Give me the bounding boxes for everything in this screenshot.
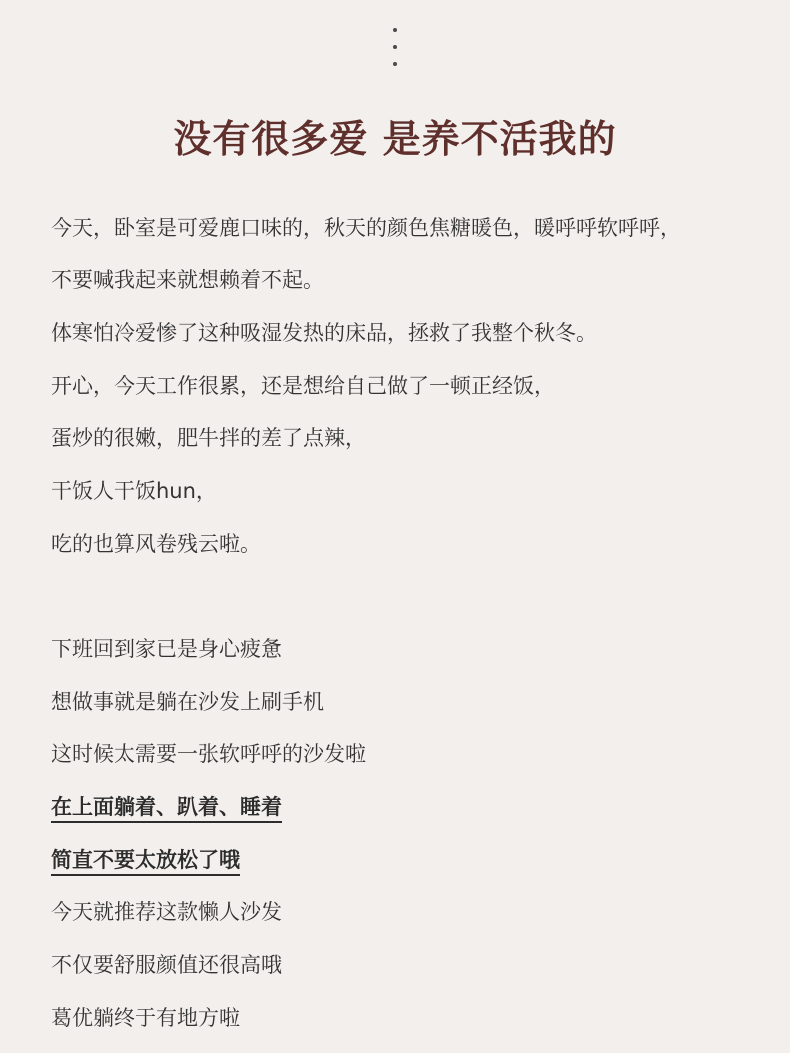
article-title: 没有很多爱 是养不活我的 xyxy=(173,117,617,161)
article-line: 想做事就是躺在沙发上刷手机 xyxy=(51,690,324,714)
article-line-emphasis: 简直不要太放松了哦 xyxy=(51,848,240,872)
article-line: 下班回到家已是身心疲惫 xyxy=(51,637,282,661)
article-line: 不仅要舒服颜值还很高哦 xyxy=(51,953,282,977)
article-line: 这时候太需要一张软呼呼的沙发啦 xyxy=(51,742,366,766)
article-line: 干饭人干饭hun， xyxy=(51,479,217,503)
article-line: 不要喊我起来就想赖着不起。 xyxy=(51,268,324,292)
article-line-emphasis: 在上面躺着、趴着、睡着 xyxy=(51,795,282,819)
dot xyxy=(393,28,397,32)
article-line: 开心，今天工作很累，还是想给自己做了一顿正经饭， xyxy=(51,374,555,398)
dot xyxy=(393,45,397,49)
article-line: 葛优躺终于有地方啦 xyxy=(51,1006,240,1030)
article-line: 今天，卧室是可爱鹿口味的，秋天的颜色焦糖暖色，暖呼呼软呼呼， xyxy=(51,216,681,240)
dot xyxy=(393,62,397,66)
vertical-ellipsis-icon xyxy=(392,28,398,76)
article-line: 体寒怕冷爱惨了这种吸湿发热的床品，拯救了我整个秋冬。 xyxy=(51,321,597,345)
article-line: 吃的也算风卷残云啦。 xyxy=(51,532,261,556)
article-line: 蛋炒的很嫩，肥牛拌的差了点辣， xyxy=(51,426,366,450)
article-line: 今天就推荐这款懒人沙发 xyxy=(51,900,282,924)
